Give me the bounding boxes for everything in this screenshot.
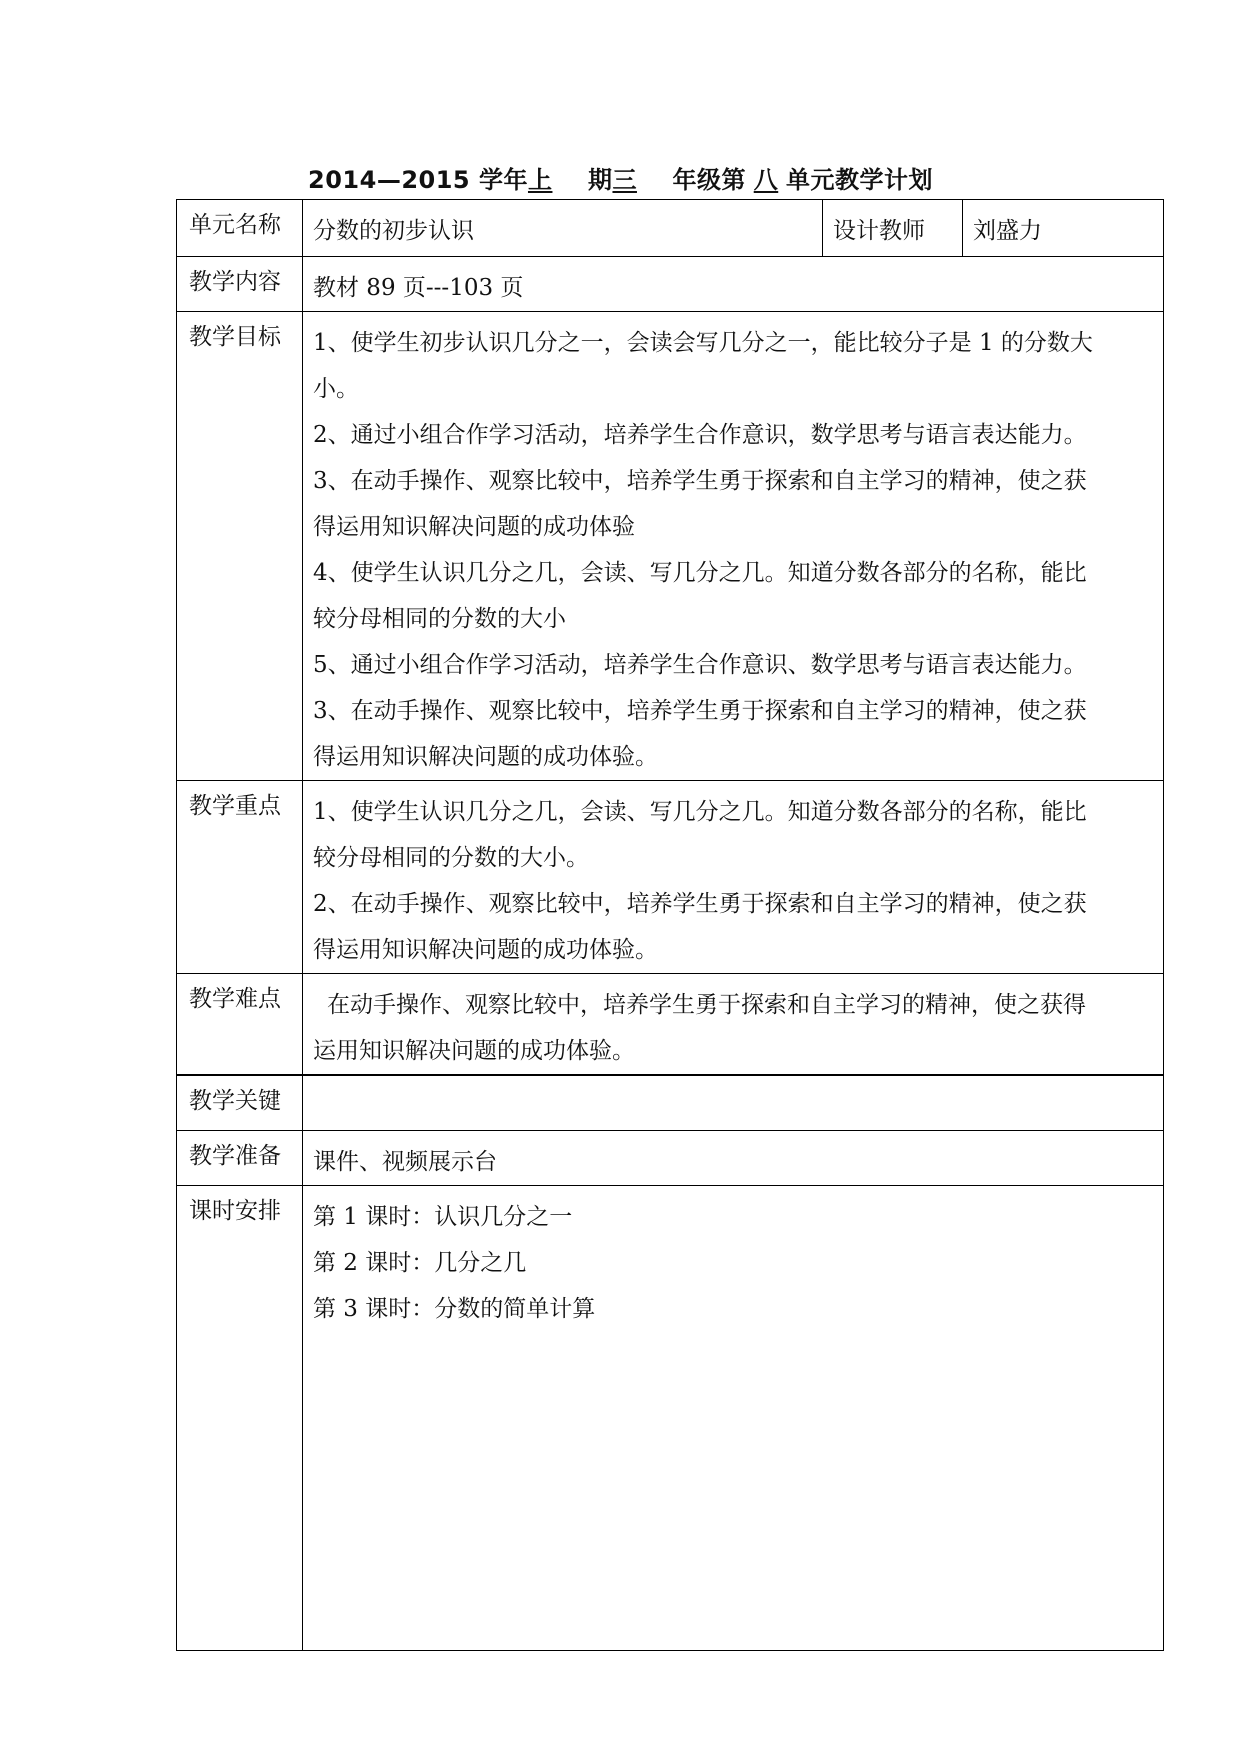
- difficulty-label: 教学难点: [177, 974, 303, 1076]
- goal-line: 3、在动手操作、观察比较中，培养学生勇于探索和自主学习的精神，使之获: [313, 698, 1087, 724]
- goal-line: 1、使学生初步认识几分之一，会读会写几分之一，能比较分子是 1 的分数大: [313, 330, 1093, 356]
- content-value: 教材 89 页---103 页: [303, 257, 1164, 312]
- title-term: 上: [527, 166, 553, 194]
- key-line: 2、在动手操作、观察比较中，培养学生勇于探索和自主学习的精神，使之获: [313, 891, 1087, 917]
- row-key-points: [177, 781, 1164, 974]
- difficulty-line: 运用知识解决问题的成功体验。: [313, 1038, 635, 1064]
- key-value: [303, 781, 1164, 974]
- row-schedule: [177, 1186, 1164, 1651]
- goal-line: 4、使学生认识几分之几，会读、写几分之几。知道分数各部分的名称，能比: [313, 560, 1087, 586]
- key-line: 得运用知识解决问题的成功体验。: [313, 937, 658, 963]
- row-difficulty: [177, 974, 1164, 1076]
- title-grade: 三: [612, 166, 637, 194]
- key-line: 较分母相同的分数的大小。: [313, 845, 589, 871]
- content-label: 教学内容: [177, 257, 303, 312]
- teaching-plan-table: [176, 199, 1164, 1651]
- goal-line: 2、通过小组合作学习活动，培养学生合作意识，数学思考与语言表达能力。: [313, 422, 1087, 448]
- crux-label: 教学关键: [177, 1075, 303, 1131]
- prep-label: 教学准备: [177, 1131, 303, 1186]
- key-line: 1、使学生认识几分之几，会读、写几分之几。知道分数各部分的名称，能比: [313, 799, 1087, 825]
- goal-line: 小。: [313, 376, 359, 402]
- row-crux: [177, 1075, 1164, 1131]
- row-unit-name: [177, 200, 1164, 257]
- schedule-line: 第 1 课时：认识几分之一: [313, 1204, 573, 1230]
- title-suffix: 单元教学计划: [785, 166, 933, 194]
- unit-name-value: 分数的初步认识: [303, 200, 823, 257]
- row-content: [177, 257, 1164, 312]
- schedule-line: 第 3 课时：分数的简单计算: [313, 1296, 596, 1322]
- goal-line: 得运用知识解决问题的成功体验: [313, 514, 635, 540]
- title-sep2: 年级第: [672, 166, 746, 194]
- goals-value: [303, 312, 1164, 781]
- key-label: 教学重点: [177, 781, 303, 974]
- schedule-value: [303, 1186, 1164, 1651]
- teacher-label: 设计教师: [823, 200, 963, 257]
- goal-line: 5、通过小组合作学习活动，培养学生合作意识、数学思考与语言表达能力。: [313, 652, 1087, 678]
- goal-line: 得运用知识解决问题的成功体验。: [313, 744, 658, 770]
- title-unit: 八: [753, 166, 779, 194]
- goal-line: 较分母相同的分数的大小: [313, 606, 566, 632]
- difficulty-value: [303, 974, 1164, 1076]
- difficulty-line: 在动手操作、观察比较中，培养学生勇于探索和自主学习的精神，使之获得: [327, 992, 1086, 1018]
- row-preparation: [177, 1131, 1164, 1186]
- title-prefix: 2014—2015 学年: [308, 166, 528, 194]
- schedule-label: 课时安排: [177, 1186, 303, 1651]
- prep-value: 课件、视频展示台: [303, 1131, 1164, 1186]
- crux-value: [303, 1075, 1164, 1131]
- row-goals: [177, 312, 1164, 781]
- unit-name-label: 单元名称: [177, 200, 303, 257]
- goals-label: 教学目标: [177, 312, 303, 781]
- title-sep1: 期: [587, 166, 613, 194]
- page-title: [0, 160, 1241, 195]
- teacher-value: 刘盛力: [963, 200, 1164, 257]
- schedule-line: 第 2 课时：几分之几: [313, 1250, 527, 1276]
- goal-line: 3、在动手操作、观察比较中，培养学生勇于探索和自主学习的精神，使之获: [313, 468, 1087, 494]
